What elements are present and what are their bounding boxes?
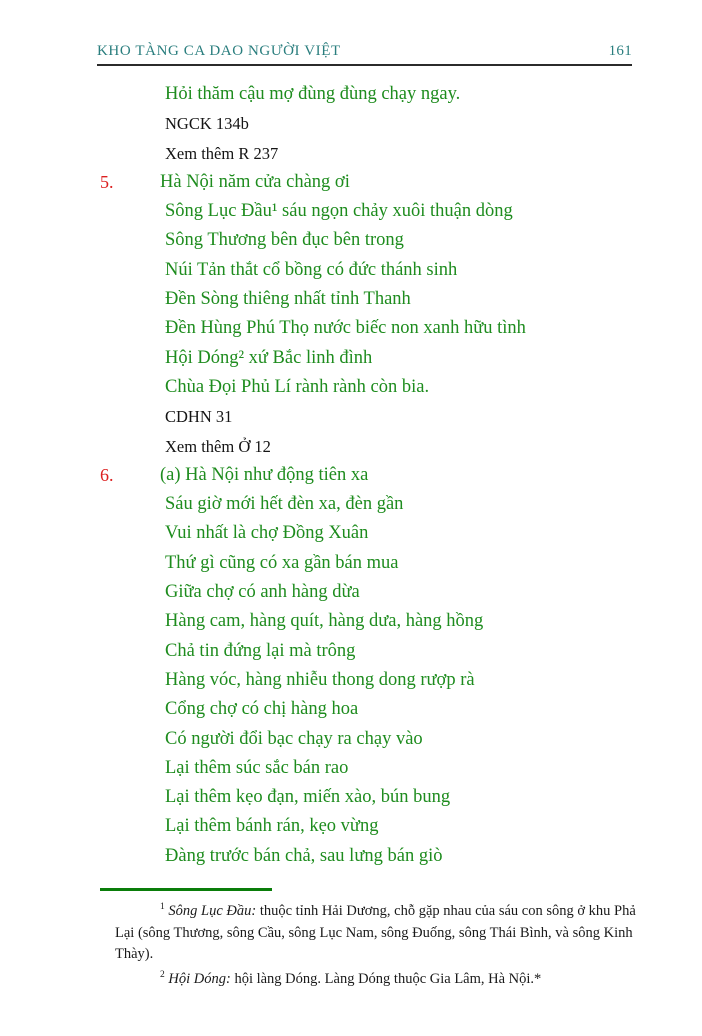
book-page: [0, 42, 702, 1036]
verse-line: Hỏi thăm cậu mợ đùng đùng chạy ngay.: [165, 84, 461, 104]
verse-line: Lại thêm kẹo đạn, miến xào, bún bung: [165, 787, 451, 808]
verse-line: Sông Lục Đầu¹ sáu ngọn chảy xuôi thuận dòng: [165, 201, 513, 222]
source-ref: CDHN 31: [165, 407, 233, 427]
entry-first-line: (a) Hà Nội như động tiên xa: [160, 464, 369, 485]
footnote-1: [115, 901, 644, 966]
footnote-marker: 1: [160, 902, 165, 913]
running-head-title: KHO TÀNG CA DAO NGƯỜI VIỆT: [97, 43, 341, 59]
entry-first-line: Hà Nội năm cửa chàng ơi: [160, 171, 350, 192]
footnote-text: thuộc tỉnh Hải Dương, chỗ gặp nhau của sáu con sông ở khu Phả Lại (sông Thương, sông Cầu, sông Lục Nam, sông Đuống, sông Thái Bình, và sông Kinh Thày).: [115, 903, 636, 963]
footnote-term: Hội Dóng:: [168, 970, 231, 987]
footnote-area: [0, 888, 702, 990]
header-rule: [97, 64, 632, 66]
see-also-ref: Xem thêm Ở 12: [165, 436, 271, 456]
page-number: 161: [608, 43, 632, 59]
verse-line: Hội Dóng² xứ Bắc linh đình: [165, 347, 373, 368]
verse-line: Chùa Đọi Phủ Lí rành rành còn bia.: [165, 376, 430, 397]
verse-line: Hàng vóc, hàng nhiễu thong dong rượp rà: [165, 669, 475, 690]
verse-line: Đền Sòng thiêng nhất tỉnh Thanh: [165, 289, 411, 310]
source-ref: NGCK 134b: [165, 114, 249, 134]
footnote-marker: 2: [160, 969, 165, 980]
verse-line: Chả tin đứng lại mà trông: [165, 640, 356, 661]
verse-line: Lại thêm súc sắc bán rao: [165, 757, 349, 778]
entry-6-row: [0, 461, 702, 490]
see-also-ref: Xem thêm R 237: [165, 143, 279, 163]
verse-line: Thứ gì cũng có xa gần bán mua: [165, 552, 399, 573]
verse-line: Giữa chợ có anh hàng dừa: [165, 582, 360, 603]
entry-number: 5.: [100, 171, 114, 192]
verse-line: Hàng cam, hàng quít, hàng dưa, hàng hồng: [165, 611, 484, 632]
verse-content: [0, 80, 702, 871]
footnote-separator-rule: [100, 888, 272, 891]
verse-line: Có người đổi bạc chạy ra chạy vào: [165, 728, 423, 749]
verse-line: Đàng trước bán chả, sau lưng bán giò: [165, 845, 443, 866]
footnote-2: [115, 969, 644, 991]
running-head: [97, 42, 632, 60]
verse-line: Sông Thương bên đục bên trong: [165, 230, 404, 251]
entry-5-row: [0, 168, 702, 197]
verse-line: Vui nhất là chợ Đồng Xuân: [165, 523, 369, 544]
verse-line: Núi Tản thắt cổ bồng có đức thánh sinh: [165, 259, 458, 280]
footnote-text: hội làng Dóng. Làng Dóng thuộc Gia Lâm, Hà Nội.*: [234, 970, 542, 987]
verse-line: Sáu giờ mới hết đèn xa, đèn gần: [165, 494, 404, 515]
verse-line: Lại thêm bánh rán, kẹo vừng: [165, 816, 379, 837]
entry-number: 6.: [100, 464, 114, 485]
footnote-term: Sông Lục Đầu:: [168, 903, 257, 920]
verse-line: Cổng chợ có chị hàng hoa: [165, 699, 359, 720]
verse-line: Đền Hùng Phú Thọ nước biếc non xanh hữu tình: [165, 318, 526, 339]
